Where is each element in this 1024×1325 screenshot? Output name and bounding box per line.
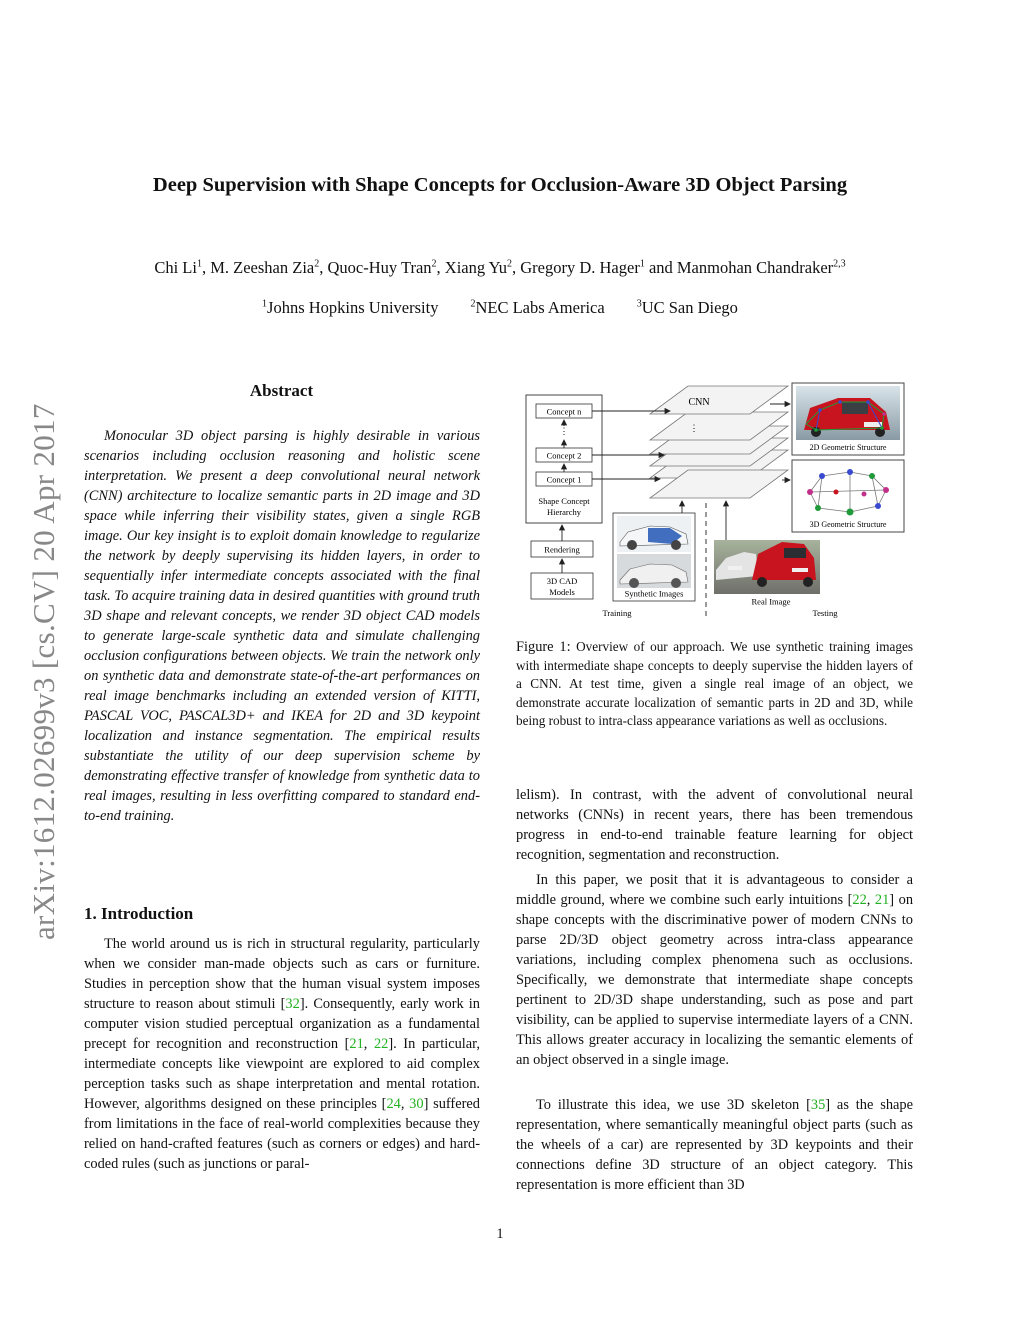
author-name: Gregory D. Hager [520,258,640,277]
vdots-cnn: ⋮ [689,423,699,433]
cad-label-line-1: 3D CAD [546,576,578,586]
cnn-label: CNN [688,397,710,408]
author-affiliation-index: 2 [506,258,512,270]
affiliation-list [0,298,1000,318]
intro-paragraph-1-continued: lelism). In contrast, with the advent of convolutional neural networks (CNNs) in recent years, there has been tremendous progress in end-to-end trainable feature learning for object recognition, segmentation and reconstruction. [516,787,913,863]
cad-label-line-2: Models [549,587,575,597]
author-separator: , [511,258,521,277]
author-separator: , [436,258,445,277]
geo2d-label: 2D Geometric Structure [809,443,887,452]
abstract-heading: Abstract [249,381,314,400]
geo2d-car-image [796,386,900,440]
author-name: M. Zeeshan Zia [210,258,315,277]
figure-1-caption-text: Overview of our approach. We use synthetic training images with intermediate shape concepts to deeply supervise the hidden layers of a CNN. At test time, given a single real image of an object, we demonstrate accurate localization of semantic parts in 2D and 3D, while being robust to intra-class appearance variations as well as occlusions. [516,639,913,728]
concept-n-label: Concept n [546,406,582,417]
figure-1-caption [516,638,913,731]
citation-link[interactable]: 35 [810,1097,826,1113]
hierarchy-label-line-2: Hierarchy [547,507,581,517]
citation-link[interactable]: 22 [373,1036,389,1052]
citation-link[interactable]: 21 [874,892,890,908]
author-separator: , [319,258,328,277]
author-name: Chi Li [154,258,197,277]
figure-1-caption-label: Figure 1: [516,639,571,655]
author-affiliation-index: 1 [196,258,202,270]
abstract-text: Monocular 3D object parsing is highly desirable in various scenarios including occlusion reasoning and holistic scene interpretation. We present a deep convolutional neural network (CNN) architecture to localize semantic parts in 2D image and 3D space while inferring their visibility states, given a single RGB image. Our key insight is to exploit domain knowledge to regularize the network by deeply supervising its hidden layers, in order to sequentially infer intermediate concepts associated with the final task. To acquire training data in desired quantities with ground truth 3D shape and relevant concepts, we render 3D object CAD models to generate large-scale synthetic data and simulate challenging occlusion configurations between objects. We train the network only on synthetic data and demonstrate state-of-the-art performances on real image benchmarks including an extended version of KITTI, PASCAL VOC, PASCAL3D+ and IKEA for 2D and 3D keypoint localization and instance segmentation. The empirical results substantiate the utility of our deep supervision scheme by demonstrating effective transfer of knowledge from synthetic data to real images, resulting in less overfitting compared to standard end-to-end training. [84,428,480,824]
author-affiliation-index: 2 [314,258,320,270]
synthetic-images-label: Synthetic Images [624,588,684,599]
affiliation: $^1$Johns Hopkins University [262,298,439,317]
real-car-image [714,540,820,594]
arxiv-identifier: arXiv:1612.02699v3 [cs.CV] 20 Apr 2017 [26,403,61,940]
section-heading-introduction: 1. Introduction [84,904,194,923]
author-affiliation-index: 1 [639,258,645,270]
author-list [0,258,1000,278]
citation-link[interactable]: 21 [349,1036,364,1052]
synthetic-car-image-1 [617,516,691,552]
author-name: Manmohan Chandraker [676,258,834,277]
author-affiliation-index: 2 [431,258,437,270]
author-name: Xiang Yu [444,258,507,277]
author-separator: and [644,258,677,277]
testing-label: Testing [812,608,838,618]
rendering-label: Rendering [544,544,580,555]
geo3d-label: 3D Geometric Structure [809,520,887,529]
intro-paragraph-1: The world around us is rich in structural regularity, particularly when we consider man-made objects such as cars or furniture. Studies in perception show that the human visual system imposes structure to reason about stimuli [32]. Consequently, early work in computer vision studied perceptual organization as a fundamental precept for recognition and reconstruction [21, 22]. In particular, intermediate concepts like viewpoint are explored to aid complex perception tasks such as shape interpretation and mental rotation. However, algorithms designed on these principles [24, 30] suffered from limitations in the face of real-world complexities because they relied on hand-crafted features (such as corners or edges) and hard-coded rules (such as junctions or paral- [84,936,480,1172]
vdots-left: ⋮ [559,426,569,436]
paper-title: Deep Supervision with Shape Concepts for Occlusion-Aware 3D Object Parsing [152,174,848,196]
intro-paragraph-3: To illustrate this idea, we use 3D skeleton [35] as the shape representation, where semantically meaningful object parts (such as the wheels of a car) are represented by 3D keypoints and their connections define 3D structure of an object category. This representation is more efficient than 3D [516,1097,913,1193]
training-label: Training [602,608,632,618]
author-name: Quoc-Huy Tran [327,258,432,277]
author-affiliation-index: 2,3 [833,258,846,270]
real-image-label: Real Image [751,596,791,607]
intro-paragraph-2: In this paper, we posit that it is advantageous to consider a middle ground, where we combine such early intuitions [22, 21] on shape concepts with the discriminative power of modern CNNs to parse 2D/3D object geometry across intra-class appearance variations, including complex phenomena such as occlusions. Specifically, we demonstrate that intermediate shape concepts pertinent to 2D/3D shape understanding, such as pose and part visibility, can be applied to supervise intermediate layers of a CNN. This allows greater accuracy in localizing the semantic elements of an object observed in a single image. [516,872,914,1068]
citation-link[interactable]: 30 [409,1096,424,1112]
citation-link[interactable]: 32 [285,996,300,1012]
author-separator: , [201,258,211,277]
cnn-layer-stack [650,386,788,498]
synthetic-car-image-2 [617,554,691,588]
affiliation: $^2$NEC Labs America [470,298,605,317]
affiliation: $^3$UC San Diego [636,298,738,317]
citation-link[interactable]: 22 [852,892,867,908]
hierarchy-label-line-1: Shape Concept [538,496,590,506]
concept-1-label: Concept 1 [546,474,582,485]
page-number: 1 [496,1226,504,1242]
citation-link[interactable]: 24 [386,1096,401,1112]
concept-2-label: Concept 2 [546,450,582,461]
figure-1 [520,380,912,620]
overview-diagram [520,380,912,620]
